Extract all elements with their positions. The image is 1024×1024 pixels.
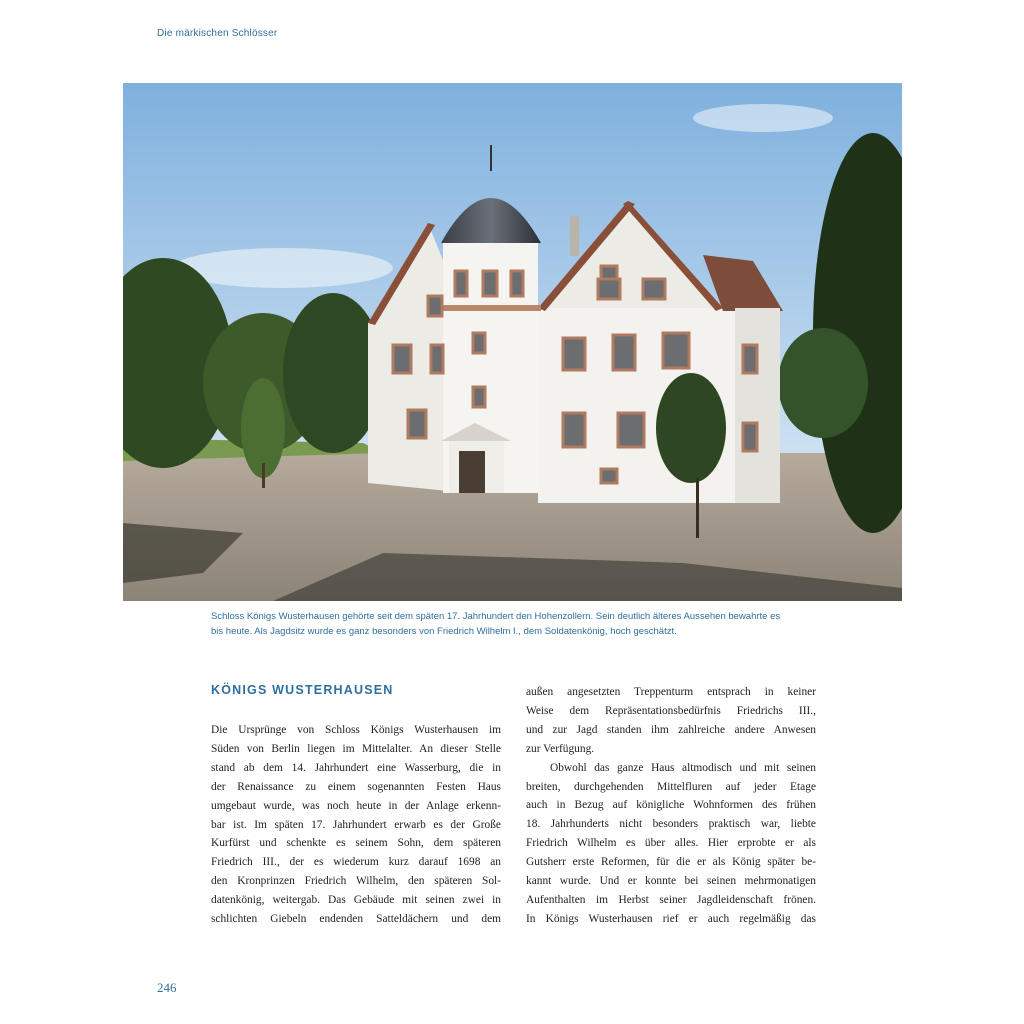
text-line: auch in Bezug auf königliche Wohnformen des frühen (526, 799, 816, 812)
text-line: kannt wurde. Und er konnte bei seinen mehrmonatigen (526, 875, 816, 888)
running-head: Die märkischen Schlösser (157, 28, 278, 39)
caption-line: Schloss Königs Wusterhausen gehörte seit dem späten 17. Jahrhundert den Hohenzollern. Sein deutlich älteres Aussehen bewahrte es (211, 611, 781, 622)
photo-caption (211, 609, 821, 639)
body-column-left (211, 721, 501, 929)
text-line: breiten, durchgehenden Mittelfluren auf jeder Etage (526, 780, 816, 793)
castle-photo (123, 83, 902, 601)
section-heading: KÖNIGS WUSTERHAUSEN (211, 683, 394, 697)
caption-line: bis heute. Als Jagdsitz wurde es ganz besonders von Friedrich Wilhelm I., dem Soldatenkönig, hoch geschätzt. (211, 626, 677, 637)
body-column-right (526, 683, 816, 929)
text-line: Süden von Berlin liegen im Mittelalter. An dieser Stelle (211, 742, 501, 755)
page-number: 246 (157, 980, 177, 995)
text-line: Obwohl das ganze Haus altmodisch und mit seinen (550, 761, 816, 774)
text-line: Aufenthalten im Herbst seiner Jagdleidenschaft frönen. (526, 893, 816, 906)
text-line: Kurfürst und schenkte es seinem Sohn, dem späteren (211, 837, 501, 850)
text-line: In Königs Wusterhausen rief er auch regelmäßig das (526, 912, 816, 925)
text-line: zur Verfügung. (526, 742, 595, 755)
text-line: 18. Jahrhunderts nicht besonders praktisch war, liebte (526, 818, 816, 831)
text-line: stand ab dem 14. Jahrhundert eine Wasserburg, die in (211, 761, 501, 774)
text-line: Die Ursprünge von Schloss Königs Wusterhausen im (211, 724, 501, 736)
text-line: Weise dem Repräsentationsbedürfnis Friedrichs III., (526, 704, 816, 717)
text-line: umgebaut wurde, was noch heute in der Anlage erkenn- (211, 799, 501, 812)
text-line: der Renaissance zu einem sogenannten Festen Haus (211, 780, 501, 793)
text-line: bar ist. Im späten 17. Jahrhundert erwarb es der Große (211, 818, 501, 831)
text-line: außen angesetzten Treppenturm entsprach in keiner (526, 686, 816, 698)
text-line: und zur Jagd standen ihm zahlreiche andere Anwesen (526, 723, 816, 736)
text-line: den Kronprinzen Friedrich Wilhelm, den späteren Sol- (211, 875, 501, 888)
text-line: datenkönig, weitergab. Das Gebäude mit seinen zwei in (211, 894, 501, 907)
text-line: Friedrich Wilhelm es über alles. Hier erprobte er als (526, 837, 816, 850)
text-line: Friedrich III., der es wiederum kurz darauf 1698 an (211, 856, 501, 869)
text-line: schlichten Giebeln endenden Satteldächern und dem (211, 913, 501, 926)
text-line: Gutsherr erste Reformen, für die er als König später be- (526, 856, 816, 869)
